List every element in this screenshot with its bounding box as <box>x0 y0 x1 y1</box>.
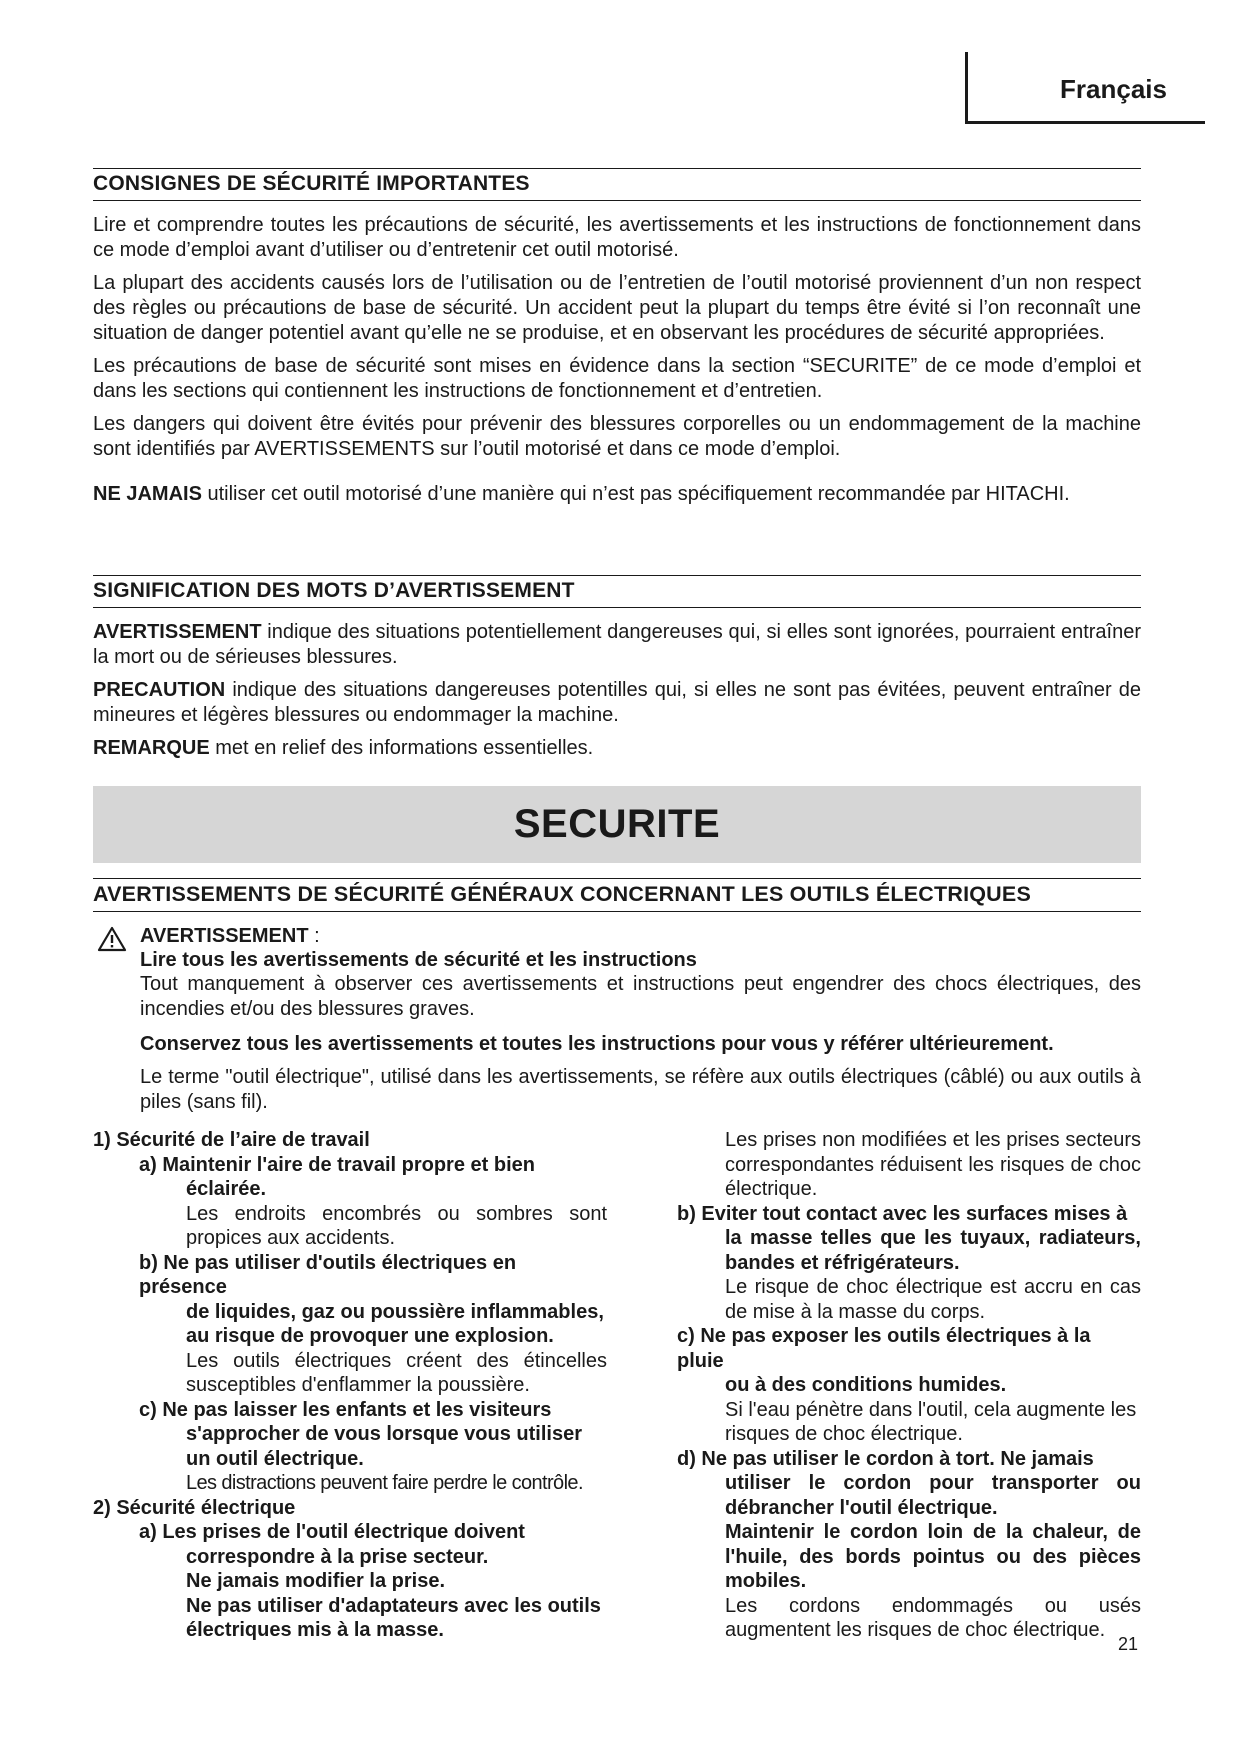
section-title: AVERTISSEMENTS DE SÉCURITÉ GÉNÉRAUX CONCERNANT LES OUTILS ÉLECTRIQUES <box>93 878 1141 912</box>
right-column <box>677 1128 1141 1643</box>
item-b-title-cont: la masse telles que les tuyaux, radiateurs, bandes et réfrigérateurs. <box>725 1227 1141 1274</box>
section-title: SIGNIFICATION DES MOTS D’AVERTISSEMENT <box>93 575 1141 608</box>
item-e-title-cont: Ne pas utiliser d'adaptateurs avec les outils électriques mis à la masse. <box>186 1594 601 1641</box>
item-d-title-cont: utiliser le cordon pour transporter ou débrancher l'outil électrique. <box>725 1472 1141 1519</box>
keep-instructions: Conservez tous les avertissements et toutes les instructions pour vous y référer ultérieurement. <box>140 1033 1054 1055</box>
term: REMARQUE <box>93 737 210 759</box>
definition-warning <box>93 620 1141 670</box>
item-b-text: Les outils électriques créent des étincelles susceptibles d'enflammer la poussière. <box>186 1349 607 1396</box>
continued-text: Les prises non modifiées et les prises secteurs correspondantes réduisent les risques de choc électrique. <box>725 1129 1141 1200</box>
paragraph: Les dangers qui doivent être évités pour prévenir des blessures corporelles ou un endommagement de la machine sont identifiés par AVERTISSEMENTS sur l’outil motorisé et dans ce mode d’emploi. <box>93 413 1141 460</box>
item-a-title: a) Maintenir l'aire de travail propre et bien <box>139 1153 535 1176</box>
item-b-title-cont: de liquides, gaz ou poussière inflammables, au risque de provoquer une explosion. <box>186 1300 604 1347</box>
section-important-safety <box>93 168 1141 507</box>
item-d-title-cont: Maintenir le cordon loin de la chaleur, de l'huile, des bords pointus ou des pièces mobiles. <box>725 1521 1141 1592</box>
item-e-title-cont: correspondre à la prise secteur. <box>186 1545 489 1568</box>
item-a-text: Les endroits encombrés ou sombres sont propices aux accidents. <box>186 1202 607 1249</box>
safety-banner <box>93 786 1141 863</box>
term: PRECAUTION <box>93 679 226 701</box>
item-b-title: b) Ne pas utiliser d'outils électriques en présence <box>139 1251 517 1298</box>
definition: met en relief des informations essentielles. <box>209 737 594 759</box>
language-label: Français <box>1060 74 1167 104</box>
item-c-title: c) Ne pas exposer les outils électriques à la pluie <box>677 1325 1091 1372</box>
definition: indique des situations potentiellement dangereuses qui, si elles sont ignorées, pourraient entraîner la mort ou de sérieuses blessures. <box>93 621 1141 668</box>
warning-text: Tout manquement à observer ces avertissements et instructions peut engendrer des chocs électriques, des incendies et/ou des blessures graves. <box>140 973 1141 1020</box>
warning-block <box>93 924 1141 1115</box>
heading-work-area: 1) Sécurité de l’aire de travail <box>93 1129 370 1151</box>
definition-caution <box>93 678 1141 728</box>
paragraph: Lire et comprendre toutes les précautions de sécurité, les avertissements et les instructions de fonctionnement dans ce mode d’emploi avant d’utiliser ou d’entretenir cet outil motorisé. <box>93 214 1141 261</box>
item-d-title: d) Ne pas utiliser le cordon à tort. Ne jamais <box>677 1447 1094 1470</box>
term-definition: Le terme "outil électrique", utilisé dans les avertissements, se réfère aux outils électriques (câblé) ou aux outils à piles (sans fil). <box>140 1066 1141 1113</box>
banner-title: SECURITE <box>513 802 721 846</box>
item-b-title: b) Eviter tout contact avec les surfaces mises à <box>677 1202 1128 1225</box>
definition-note <box>93 736 1141 761</box>
definition: indique des situations dangereuses potentilles qui, si elles ne sont pas évitées, peuvent entraîner de mineures et légères blessures ou endommager la machine. <box>93 679 1141 726</box>
warning-body <box>140 924 1141 1115</box>
item-d-text: Les cordons endommagés ou usés augmentent les risques de choc électrique. <box>725 1594 1141 1641</box>
left-column <box>93 1128 607 1643</box>
term: AVERTISSEMENT <box>93 621 262 643</box>
item-c-text: Les distractions peuvent faire perdre le contrôle. <box>186 1472 583 1494</box>
heading-electrical: 2) Sécurité électrique <box>93 1496 296 1519</box>
never-paragraph <box>93 482 1141 507</box>
warning-triangle-icon <box>97 926 127 957</box>
item-c-title-cont: ou à des conditions humides. <box>725 1374 1007 1396</box>
paragraph: Les précautions de base de sécurité sont mises en évidence dans la section “SECURITE” de ce mode d’emploi et dans les sections qui contiennent les instructions de fonctionnement et d’entretien. <box>93 355 1141 402</box>
paragraph: La plupart des accidents causés lors de l’utilisation ou de l’entretien de l’outil motorisé proviennent d’un non respect des règles ou précautions de base de sécurité. Un accident peut la plupart du temps être évité si l’on reconnaît une situation de danger potentiel avant qu’elle ne se produise, et en observant les procédures de sécurité appropriées. <box>93 272 1141 344</box>
section-title: CONSIGNES DE SÉCURITÉ IMPORTANTES <box>93 168 1141 201</box>
section-warning-words <box>93 575 1141 761</box>
section-general-warnings <box>93 878 1141 912</box>
language-tab <box>965 52 1205 124</box>
item-b-text: Le risque de choc électrique est accru en cas de mise à la masse du corps. <box>725 1276 1141 1323</box>
item-c-text: Si l'eau pénètre dans l'outil, cela augmente les risques de choc électrique. <box>725 1398 1137 1445</box>
item-e-title: a) Les prises de l'outil électrique doivent <box>139 1521 525 1543</box>
page-number: 21 <box>1118 1634 1139 1654</box>
never-label: NE JAMAIS <box>93 483 202 505</box>
item-c-title: c) Ne pas laisser les enfants et les visiteurs <box>139 1398 552 1421</box>
warning-label: AVERTISSEMENT <box>140 925 309 947</box>
item-a-title-cont: éclairée. <box>186 1178 267 1200</box>
warning-colon: : <box>308 925 320 947</box>
never-text: utiliser cet outil motorisé d’une manière qui n’est pas spécifiquement recommandée par HITACHI. <box>201 483 1070 505</box>
item-c-title-cont: s'approcher de vous lorsque vous utiliser un outil électrique. <box>186 1423 582 1470</box>
warning-subheading: Lire tous les avertissements de sécurité et les instructions <box>140 949 697 971</box>
warning-heading <box>140 924 1141 948</box>
item-e-title-cont: Ne jamais modifier la prise. <box>186 1570 445 1592</box>
